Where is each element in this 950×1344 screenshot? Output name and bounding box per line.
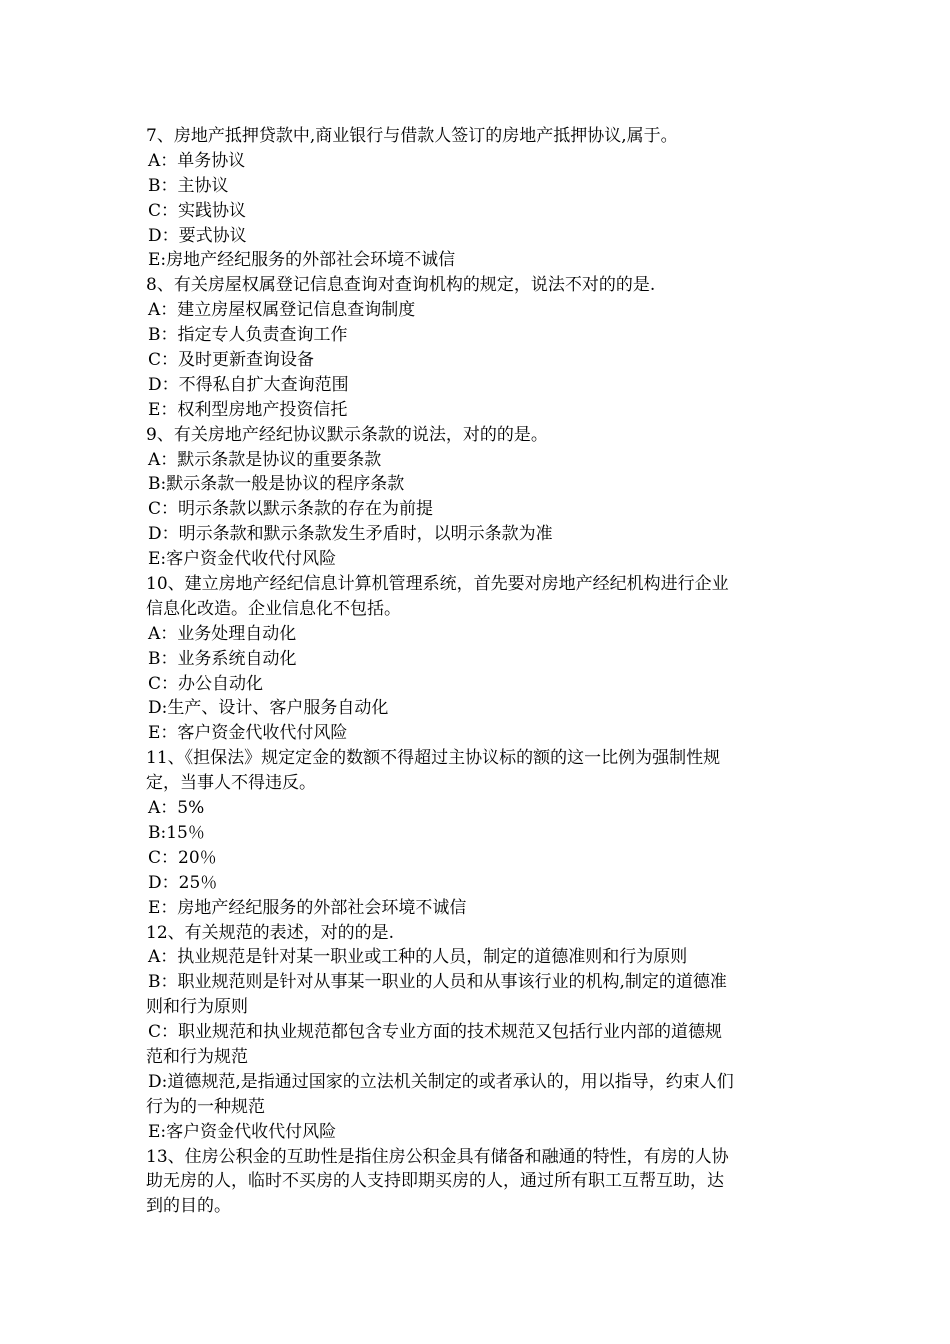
question-12-stem: 12、有关规范的表述，对的的是. — [146, 922, 395, 943]
question-12-option-d-line-1: D:道德规范,是指通过国家的立法机关制定的或者承认的，用以指导，约束人们 — [148, 1071, 734, 1092]
question-9-option-c: C：明示条款以默示条款的存在为前提 — [148, 499, 434, 520]
question-11-stem-line-2: 定，当事人不得违反。 — [146, 773, 316, 794]
question-8-option-e: E：权利型房地产投资信托 — [148, 399, 348, 420]
question-9-option-a: A：默示条款是协议的重要条款 — [148, 449, 382, 470]
question-8-option-c: C：及时更新查询设备 — [148, 350, 315, 371]
question-12-option-e: E:客户资金代收代付风险 — [148, 1121, 337, 1142]
question-8-option-b: B：指定专人负责查询工作 — [148, 325, 348, 346]
question-10-option-e: E：客户资金代收代付风险 — [148, 723, 348, 744]
question-11-option-c: C：20％ — [148, 847, 217, 868]
question-9-stem: 9、有关房地产经纪协议默示条款的说法，对的的是。 — [146, 424, 548, 445]
question-8-option-d: D：不得私自扩大查询范围 — [148, 374, 349, 395]
question-9-option-d: D：明示条款和默示条款发生矛盾时，以明示条款为准 — [148, 524, 553, 545]
question-10-option-a: A：业务处理自动化 — [148, 623, 297, 644]
question-10-stem-line-1: 10、建立房地产经纪信息计算机管理系统，首先要对房地产经纪机构进行企业 — [146, 574, 729, 595]
question-10-option-b: B：业务系统自动化 — [148, 648, 297, 669]
question-7-stem: 7、房地产抵押贷款中,商业银行与借款人签订的房地产抵押协议,属于。 — [146, 126, 678, 146]
question-11-option-b: B:15％ — [148, 822, 205, 843]
question-7-option-b: B：主协议 — [148, 175, 229, 196]
question-9-option-e: E:客户资金代收代付风险 — [148, 549, 337, 570]
question-13-stem-line-1: 13、住房公积金的互助性是指住房公积金具有储备和融通的特性，有房的人协 — [146, 1146, 729, 1167]
question-11-option-d: D：25％ — [148, 872, 218, 893]
question-12-option-a: A：执业规范是针对某一职业或工种的人员，制定的道德准则和行为原则 — [148, 947, 688, 968]
question-11-stem-line-1: 11、《担保法》规定定金的数额不得超过主协议标的额的这一比例为强制性规 — [146, 748, 721, 769]
question-7-option-e: E:房地产经纪服务的外部社会环境不诚信 — [148, 250, 456, 271]
document-body — [146, 124, 810, 1219]
question-11-option-a: A：5% — [148, 798, 205, 819]
question-9-option-b: B:默示条款一般是协议的程序条款 — [148, 474, 405, 495]
question-12-option-d-line-2: 行为的一种规范 — [146, 1096, 265, 1117]
question-12-option-c-line-1: C：职业规范和执业规范都包含专业方面的技术规范又包括行业内部的道德规 — [148, 1022, 723, 1043]
question-10-option-d: D:生产、设计、客户服务自动化 — [148, 698, 389, 719]
question-8-stem: 8、有关房屋权属登记信息查询对查询机构的规定，说法不对的的是. — [146, 275, 656, 296]
question-7-option-c: C：实践协议 — [148, 200, 247, 221]
question-8-option-a: A：建立房屋权属登记信息查询制度 — [148, 300, 416, 321]
question-7-option-a: A：单务协议 — [148, 150, 246, 171]
question-12-option-b-line-2: 则和行为原则 — [146, 997, 248, 1018]
question-12-option-b-line-1: B：职业规范则是针对从事某一职业的人员和从事该行业的机构,制定的道德准 — [148, 972, 727, 993]
question-10-stem-line-2: 信息化改造。企业信息化不包括。 — [146, 598, 401, 619]
question-11-option-e: E：房地产经纪服务的外部社会环境不诚信 — [148, 897, 467, 918]
question-7-option-d: D：要式协议 — [148, 225, 247, 246]
question-13-stem-line-3: 到的目的。 — [146, 1196, 231, 1217]
question-12-option-c-line-2: 范和行为规范 — [146, 1046, 248, 1067]
question-13-stem-line-2: 助无房的人，临时不买房的人支持即期买房的人，通过所有职工互帮互助，达 — [146, 1171, 724, 1192]
question-10-option-c: C：办公自动化 — [148, 673, 264, 694]
